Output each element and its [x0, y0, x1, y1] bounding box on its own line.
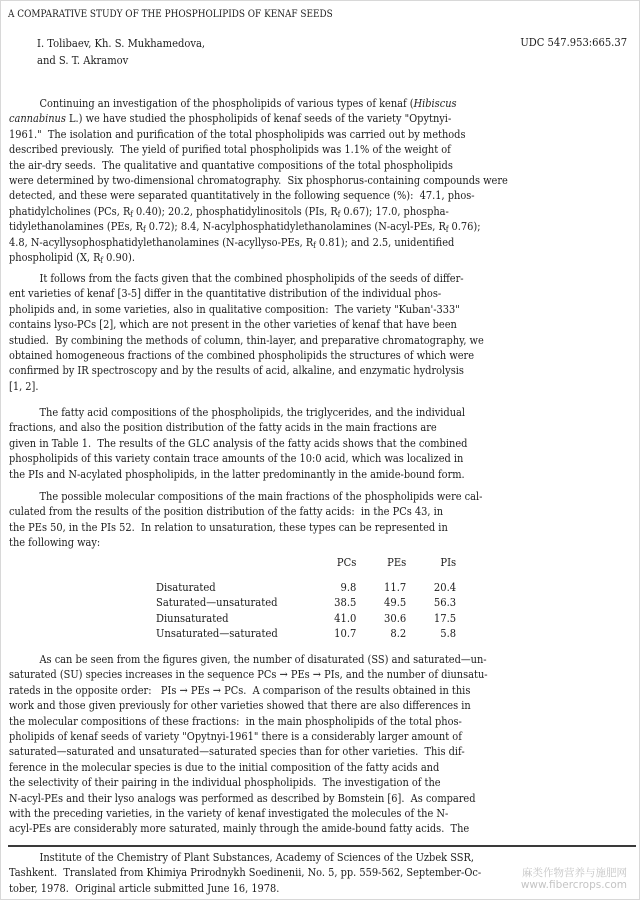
table-cell: 8.2: [390, 626, 407, 640]
column-header: PCs: [336, 555, 357, 569]
table-cell: 38.5: [334, 595, 357, 609]
table-cell: 49.5: [384, 595, 407, 609]
table-cell: 10.7: [334, 626, 357, 640]
text-line: confirmed by IR spectroscopy and by the results of acid, alkaline, and enzymatic hydrolysis: [9, 363, 464, 378]
row-label: Disaturated: [156, 579, 216, 594]
row-label: Saturated—unsaturated: [156, 595, 278, 609]
table-cell: 41.0: [334, 610, 357, 625]
text-line: the selectivity of their pairing in the individual phospholipids. The investigation of the: [9, 775, 441, 790]
table-cell: 56.3: [433, 595, 457, 609]
column-header: PIs: [440, 555, 457, 569]
paragraph-intro: [9, 96, 635, 265]
text-line: acyl-PEs are considerably more saturated, mainly through the amide-bound fatty acids. The: [9, 821, 470, 836]
author-list: [37, 35, 205, 69]
text-line: 4.8, N-acyllysophosphatidylethanolamines (N-acyllyso-PEs, $R_f$ 0.81); and 2.5, unidentified: [9, 234, 455, 250]
table-row: [156, 611, 456, 627]
table-row: [156, 626, 456, 642]
text-line: It follows from the facts given that the combined phospholipids of the seeds of differ-: [39, 271, 464, 285]
text-line: saturated (SU) species increases in the sequence PCs → PEs → PIs, and the number of diunsatu-: [9, 667, 488, 682]
text-line: work and those given previously for other varieties showed that there are also differences in: [9, 698, 471, 713]
table-cell: 11.7: [384, 579, 407, 594]
text-line: The fatty acid compositions of the phospholipids, the triglycerides, and the individual: [39, 405, 465, 419]
text-line: studied. By combining the methods of column, thin-layer, and preparative chromatography, we: [9, 332, 484, 347]
text-line: phospholipid (X, $R_f$ 0.90).: [9, 250, 135, 266]
text-line: The possible molecular compositions of the main fractions of the phospholipids were cal-: [39, 489, 483, 503]
text-line: N-acyl-PEs and their lyso analogs was performed as described by Bomstein [6]. As compared: [9, 790, 476, 805]
text-line: obtained homogeneous fractions of the combined phospholipids the structures of which were: [9, 348, 475, 363]
text-line: saturated—saturated and unsaturated—saturated species than for other varieties. This dif-: [9, 744, 465, 759]
text-line: As can be seen from the figures given, the number of disaturated (SS) and saturated—un-: [39, 652, 487, 666]
watermark-url: www.fibercrops.com: [520, 879, 627, 891]
watermark: [521, 867, 627, 891]
watermark-cn: 麻类作物营养与施肥网: [522, 867, 627, 879]
text-line: detected, and these were separated quantitatively in the following sequence (%): 47.1, phos-: [9, 188, 475, 203]
text-line: Institute of the Chemistry of Plant Substances, Academy of Sciences of the Uzbek SSR,: [39, 850, 474, 864]
text-line: with the preceding varieties, in the variety of kenaf investigated the molecules of the N-: [9, 806, 449, 821]
row-label: Diunsaturated: [156, 610, 229, 625]
text-line: tidylethanolamines (PEs, $R_f$ 0.72); 8.4, N-acylphosphatidylethanolamines (N-acyl-PEs, $R_f$ 0.76);: [9, 219, 481, 235]
table-row: [156, 595, 456, 611]
table-cell: 20.4: [433, 579, 457, 594]
text-line: described previously. The yield of purified total phospholipids was 1.1% of the weight of: [9, 142, 451, 157]
table-header-row: [156, 555, 456, 571]
table-cell: 30.6: [384, 610, 407, 625]
text-line: contains lyso-PCs [2], which are not present in the other varieties of kenaf that have been: [9, 317, 457, 332]
text-line: were determined by two-dimensional chromatography. Six phosphorus-containing compounds were: [9, 173, 508, 188]
text-line: culated from the results of the position distribution of the fatty acids: in the PCs 43, in: [9, 504, 444, 519]
text-line: phatidylcholines (PCs, $R_f$ 0.40); 20.2, phosphatidylinositols (PIs, $R_f$ 0.67); 17.0, phospha-: [9, 203, 449, 219]
text-line: Tashkent. Translated from Khimiya Prirodnykh Soedinenii, No. 5, pp. 559-562, September-Oc-: [9, 865, 482, 880]
text-line: cannabinus L.) we have studied the phospholipids of kenaf seeds of the variety "Opytnyi-: [9, 111, 452, 126]
text-line: the following way:: [9, 535, 101, 550]
row-label: Unsaturated—saturated: [156, 626, 278, 640]
text-line: pholipids and, in some varieties, also in qualitative composition: The variety "Kuban'-333": [9, 301, 460, 316]
paragraph-varieties: [9, 271, 635, 394]
text-line: Continuing an investigation of the phospholipids of various types of kenaf (Hibiscus: [39, 96, 457, 110]
table-row: [156, 580, 456, 596]
text-line: 1961." The isolation and purification of the total phospholipids was carried out by methods: [9, 126, 466, 141]
article-title: A COMPARATIVE STUDY OF THE PHOSPHOLIPIDS OF KENAF SEEDS: [8, 8, 333, 20]
text-line: pholipids of kenaf seeds of variety "Opytnyi-1961" there is a considerably larger amount of: [9, 729, 462, 744]
column-header: PEs: [387, 555, 407, 569]
authors-line-1: I. Tolibaev, Kh. S. Mukhamedova,: [37, 36, 206, 50]
table-cell: 9.8: [340, 579, 357, 594]
text-line: the PIs and N-acylated phospholipids, in the latter predominantly in the amide-bound form.: [9, 466, 465, 481]
text-line: phospholipids of this variety contain trace amounts of the 10:0 acid, which was localized in: [9, 451, 464, 466]
text-line: the air-dry seeds. The qualitative and quantative compositions of the total phospholipids: [9, 157, 453, 172]
text-line: ference in the molecular species is due to the initial composition of the fatty acids and: [9, 759, 440, 774]
text-line: the molecular compositions of these fractions: in the main phospholipids of the total phos-: [9, 713, 462, 728]
text-line: tober, 1978. Original article submitted June 16, 1978.: [9, 880, 280, 895]
text-line: the PEs 50, in the PIs 52. In relation to unsaturation, these types can be represented in: [9, 519, 448, 534]
table-cell: 5.8: [440, 626, 457, 640]
footnote-divider: [8, 845, 636, 847]
paragraph-molecular: [9, 489, 635, 551]
unsaturation-table: [156, 555, 456, 642]
table-cell: 17.5: [433, 610, 457, 625]
text-line: given in Table 1. The results of the GLC analysis of the fatty acids shows that the combined: [9, 435, 468, 450]
authors-line-2: and S. T. Akramov: [37, 53, 129, 67]
paragraph-discussion: [9, 652, 635, 837]
text-line: fractions, and also the position distribution of the fatty acids in the main fractions are: [9, 420, 437, 435]
text-line: [1, 2].: [9, 378, 39, 393]
udc-code: UDC 547.953:665.37: [520, 35, 627, 49]
text-line: ent varieties of kenaf [3-5] differ in the quantitative distribution of the individual phos-: [9, 286, 442, 301]
paragraph-fatty-acids: [9, 405, 635, 482]
text-line: rateds in the opposite order: PIs → PEs → PCs. A comparison of the results obtained in this: [9, 682, 471, 697]
